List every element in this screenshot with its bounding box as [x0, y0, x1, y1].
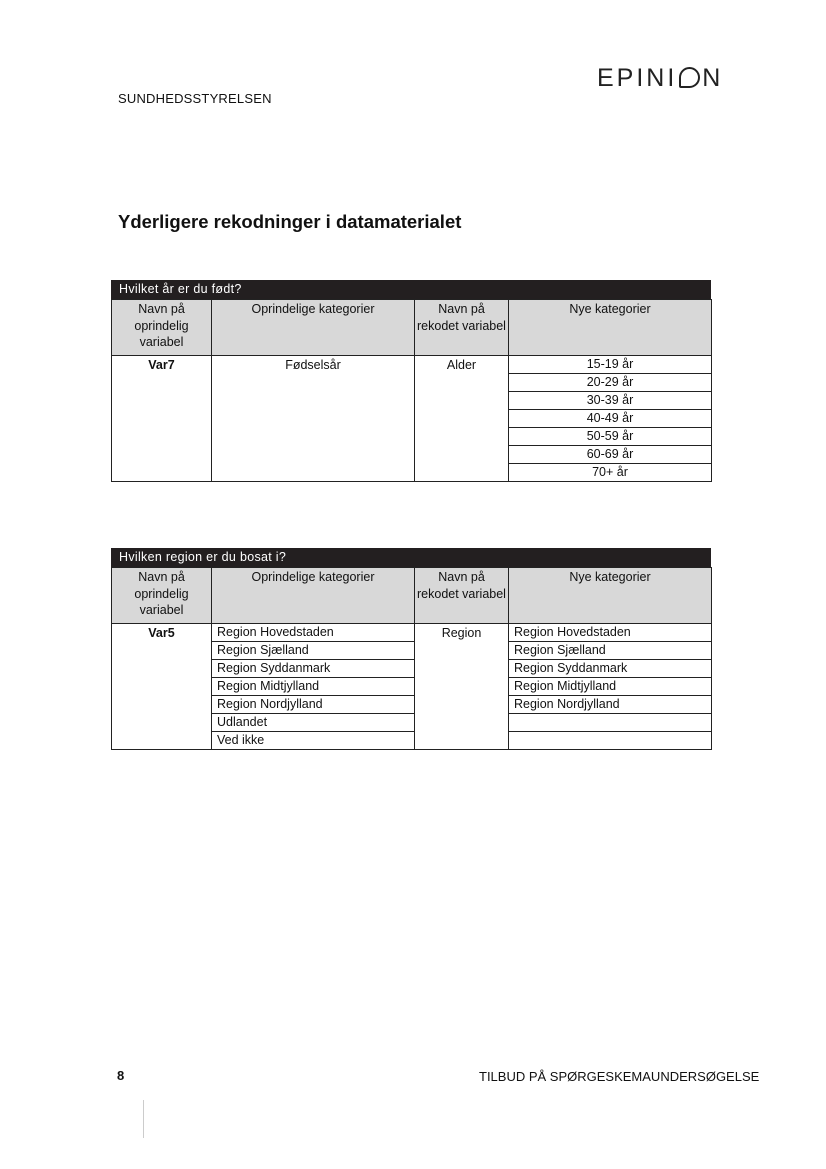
category-row: Region Sjælland: [212, 642, 414, 660]
category-row: Region Syddanmark: [212, 660, 414, 678]
col-header-orig-cat: Oprindelige kategorier: [212, 568, 415, 624]
organization-name: SUNDHEDSSTYRELSEN: [118, 91, 272, 106]
orig-category: Fødselsår: [212, 356, 415, 482]
page-number: 8: [117, 1068, 125, 1083]
category-row: Region Midtjylland: [509, 678, 711, 696]
category-row: 60-69 år: [509, 446, 711, 464]
col-header-new-name: Navn på rekodet variabel: [415, 300, 509, 356]
question-bar: Hvilket år er du født?: [111, 280, 711, 299]
scan-mark: [143, 1100, 144, 1138]
category-row: Region Nordjylland: [212, 696, 414, 714]
section-title: Yderligere rekodninger i datamaterialet: [118, 211, 462, 232]
col-header-new-cat: Nye kategorier: [509, 568, 712, 624]
new-categories-list: [509, 356, 711, 481]
new-var-name: Region: [415, 624, 509, 750]
category-row: Region Hovedstaden: [509, 624, 711, 642]
col-header-new-name: Navn på rekodet variabel: [415, 568, 509, 624]
category-row: Udlandet: [212, 714, 414, 732]
logo-speech-o-icon: [679, 67, 700, 88]
category-row: Region Syddanmark: [509, 660, 711, 678]
category-row: Region Hovedstaden: [212, 624, 414, 642]
question-bar: Hvilken region er du bosat i?: [111, 548, 711, 567]
category-row: Ved ikke: [217, 733, 265, 747]
category-row: 15-19 år: [509, 356, 711, 374]
category-row: 50-59 år: [509, 428, 711, 446]
category-row: [509, 732, 711, 749]
category-row: Region Nordjylland: [509, 696, 711, 714]
new-var-name: Alder: [415, 356, 509, 482]
recode-table-birth-year: [111, 280, 711, 482]
orig-var-name: Var7: [112, 356, 212, 482]
new-categories-list: [509, 624, 711, 749]
epinion-logo: EPINI N: [597, 64, 724, 92]
col-header-orig-name: Navn på oprindelig variabel: [112, 568, 212, 624]
col-header-orig-cat: Oprindelige kategorier: [212, 300, 415, 356]
category-row: 40-49 år: [509, 410, 711, 428]
orig-categories-cell: [212, 624, 415, 750]
footer-title: TILBUD PÅ SPØRGESKEMAUNDERSØGELSE: [479, 1069, 760, 1084]
col-header-new-cat: Nye kategorier: [509, 300, 712, 356]
col-header-orig-name: Navn på oprindelig variabel: [112, 300, 212, 356]
orig-categories-list: [212, 624, 414, 749]
category-row: Region Sjælland: [509, 642, 711, 660]
category-row: 70+ år: [592, 465, 628, 479]
recode-table-region: [111, 548, 711, 750]
category-row: [509, 714, 711, 732]
new-categories-cell: [509, 624, 712, 750]
category-row: 30-39 år: [509, 392, 711, 410]
new-categories-cell: [509, 356, 712, 482]
orig-var-name: Var5: [112, 624, 212, 750]
category-row: 20-29 år: [509, 374, 711, 392]
category-row: Region Midtjylland: [212, 678, 414, 696]
